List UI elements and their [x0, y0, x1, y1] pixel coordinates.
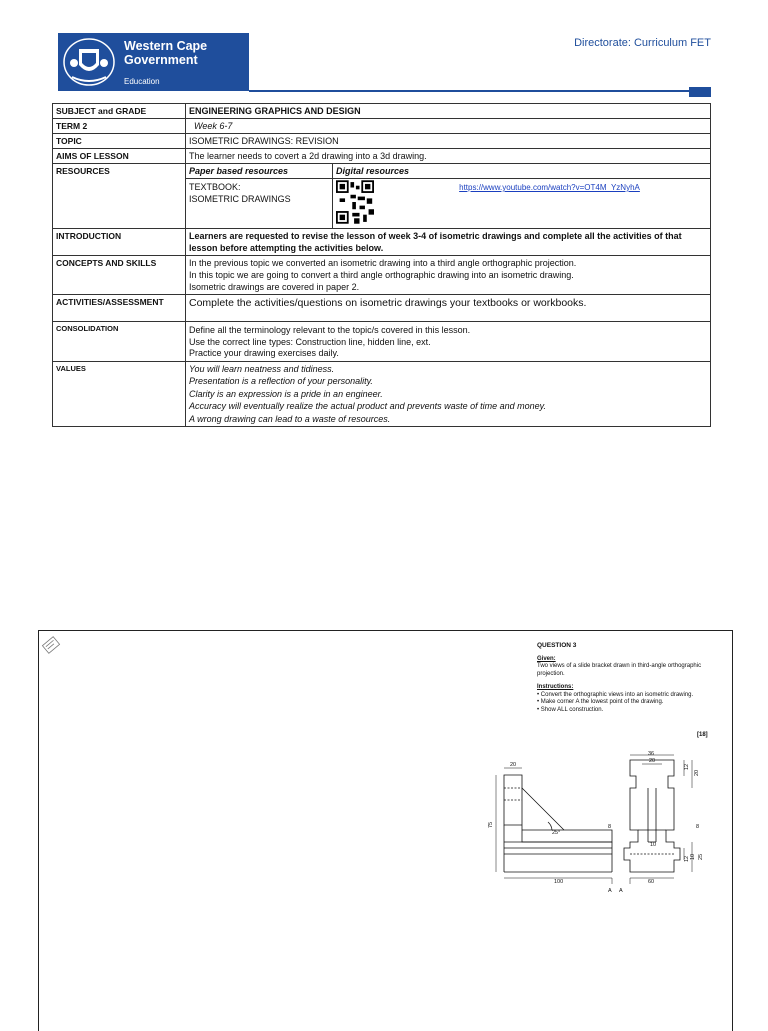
values-line: Accuracy will eventually realize the actual product and prevents waste of time and money. — [189, 401, 547, 411]
logo-title — [124, 39, 207, 67]
concepts-line: Isometric drawings are covered in paper 2. — [189, 282, 360, 292]
values-value — [186, 361, 711, 427]
table-row — [53, 149, 711, 164]
logo-line1: Western Cape — [124, 39, 208, 53]
activities-value: Complete the activities/questions on isometric drawings your textbooks or workbooks. — [186, 295, 711, 322]
qr-code-icon[interactable] — [336, 180, 374, 224]
table-row — [53, 295, 711, 322]
dim-36: 36 — [648, 751, 655, 757]
dim-8a: 8 — [608, 824, 612, 830]
given-text: Two views of a slide bracket drawn in third-angle orthographic projection. — [537, 663, 702, 677]
dim-8b: 8 — [696, 824, 700, 830]
table-row — [53, 322, 711, 362]
video-link-cell — [389, 179, 710, 229]
logo-line2: Government — [124, 53, 198, 67]
logo-subtitle: Education — [124, 77, 160, 86]
values-line: You will learn neatness and tidiness. — [189, 363, 335, 374]
wcg-logo — [58, 33, 249, 91]
consolidation-line: Practice your drawing exercises daily. — [189, 348, 339, 358]
subject-label: SUBJECT and GRADE — [53, 104, 186, 119]
dim-20b: 20 — [649, 758, 656, 764]
term-value: Week 6-7 — [186, 119, 711, 134]
directorate-label: Directorate: Curriculum FET — [574, 37, 711, 49]
resources-label: RESOURCES — [53, 164, 186, 229]
concepts-line: In this topic we are going to convert a third angle orthographic drawing into an isometric drawing. — [189, 270, 574, 280]
textbook-cell — [186, 179, 333, 229]
consolidation-value — [186, 322, 711, 362]
qr-cell — [333, 179, 390, 229]
table-row — [53, 119, 711, 134]
paper-resources-header: Paper based resources — [186, 164, 333, 179]
table-row — [53, 104, 711, 119]
table-row — [53, 134, 711, 149]
aims-value: The learner needs to covert a 2d drawing into a 3d drawing. — [186, 149, 711, 164]
values-line: Presentation is a reflection of your personality. — [189, 376, 373, 386]
lesson-plan-table — [52, 103, 711, 427]
subject-value: ENGINEERING GRAPHICS AND DESIGN — [186, 104, 711, 119]
table-row — [53, 256, 711, 295]
dim-angle: 25° — [552, 830, 561, 836]
instructions-label: Instructions: — [537, 684, 574, 690]
instruction-item: • Make corner A the lowest point of the drawing. — [537, 699, 664, 705]
dim-60: 60 — [648, 879, 655, 885]
topic-label: TOPIC — [53, 134, 186, 149]
dim-100: 100 — [554, 879, 564, 885]
dim-20: 20 — [510, 762, 517, 768]
given-label: Given: — [537, 655, 556, 662]
textbook-label: TEXTBOOK: — [189, 182, 241, 192]
resources-table — [186, 164, 710, 228]
concepts-value — [186, 256, 711, 295]
textbook-title: ISOMETRIC DRAWINGS — [189, 194, 291, 204]
values-line: A wrong drawing can lead to a waste of resources. — [189, 413, 391, 424]
intro-value: Learners are requested to revise the lesson of week 3-4 of isometric drawings and complete all the activities of that lesson before attempting the activities below. — [186, 229, 711, 256]
table-row — [53, 361, 711, 427]
aims-label: AIMS OF LESSON — [53, 149, 186, 164]
dim-12b: 12 — [684, 855, 690, 862]
instruction-item: • Convert the orthographic views into an isometric drawing. — [537, 691, 694, 698]
concepts-line: In the previous topic we converted an isometric drawing into a third angle orthographic projection. — [189, 258, 577, 268]
header-rule — [249, 90, 689, 92]
consolidation-label: CONSOLIDATION — [53, 322, 186, 362]
activities-label: ACTIVITIES/ASSESSMENT — [53, 295, 186, 322]
header-rule-end — [689, 87, 711, 97]
topic-value: ISOMETRIC DRAWINGS: REVISION — [186, 134, 711, 149]
corner-a-front: A — [608, 888, 612, 894]
dim-20c: 20 — [694, 769, 700, 776]
resources-cell — [186, 164, 711, 229]
values-line: Clarity is an expression is a pride in an engineer. — [189, 388, 383, 399]
dim-25: 25 — [698, 853, 704, 860]
instruction-item: • Show ALL construction. — [537, 706, 604, 713]
table-row — [53, 229, 711, 256]
dim-10: 10 — [650, 842, 657, 848]
digital-resources-header: Digital resources — [333, 164, 711, 179]
dim-10b: 10 — [690, 853, 696, 860]
orthographic-drawing — [484, 750, 718, 900]
term-label: TERM 2 — [53, 119, 186, 134]
corner-a-side: A — [619, 888, 623, 894]
concepts-label: CONCEPTS AND SKILLS — [53, 256, 186, 295]
stamp-icon — [40, 634, 62, 656]
values-label: VALUES — [53, 361, 186, 427]
coat-of-arms-icon — [62, 37, 116, 87]
intro-label: INTRODUCTION — [53, 229, 186, 256]
table-row — [53, 164, 711, 229]
consolidation-line: Define all the terminology relevant to the topic/s covered in this lesson. — [189, 325, 471, 335]
consolidation-line: Use the correct line types: Construction line, hidden line, ext. — [189, 336, 431, 347]
youtube-link[interactable]: https://www.youtube.com/watch?v=OT4M_YzNyhA — [459, 183, 640, 192]
dim-75: 75 — [488, 821, 494, 828]
dim-12: 12 — [684, 763, 690, 770]
question-block — [537, 642, 717, 738]
marks-label: [18] — [697, 732, 708, 738]
question-title: QUESTION 3 — [537, 642, 577, 649]
